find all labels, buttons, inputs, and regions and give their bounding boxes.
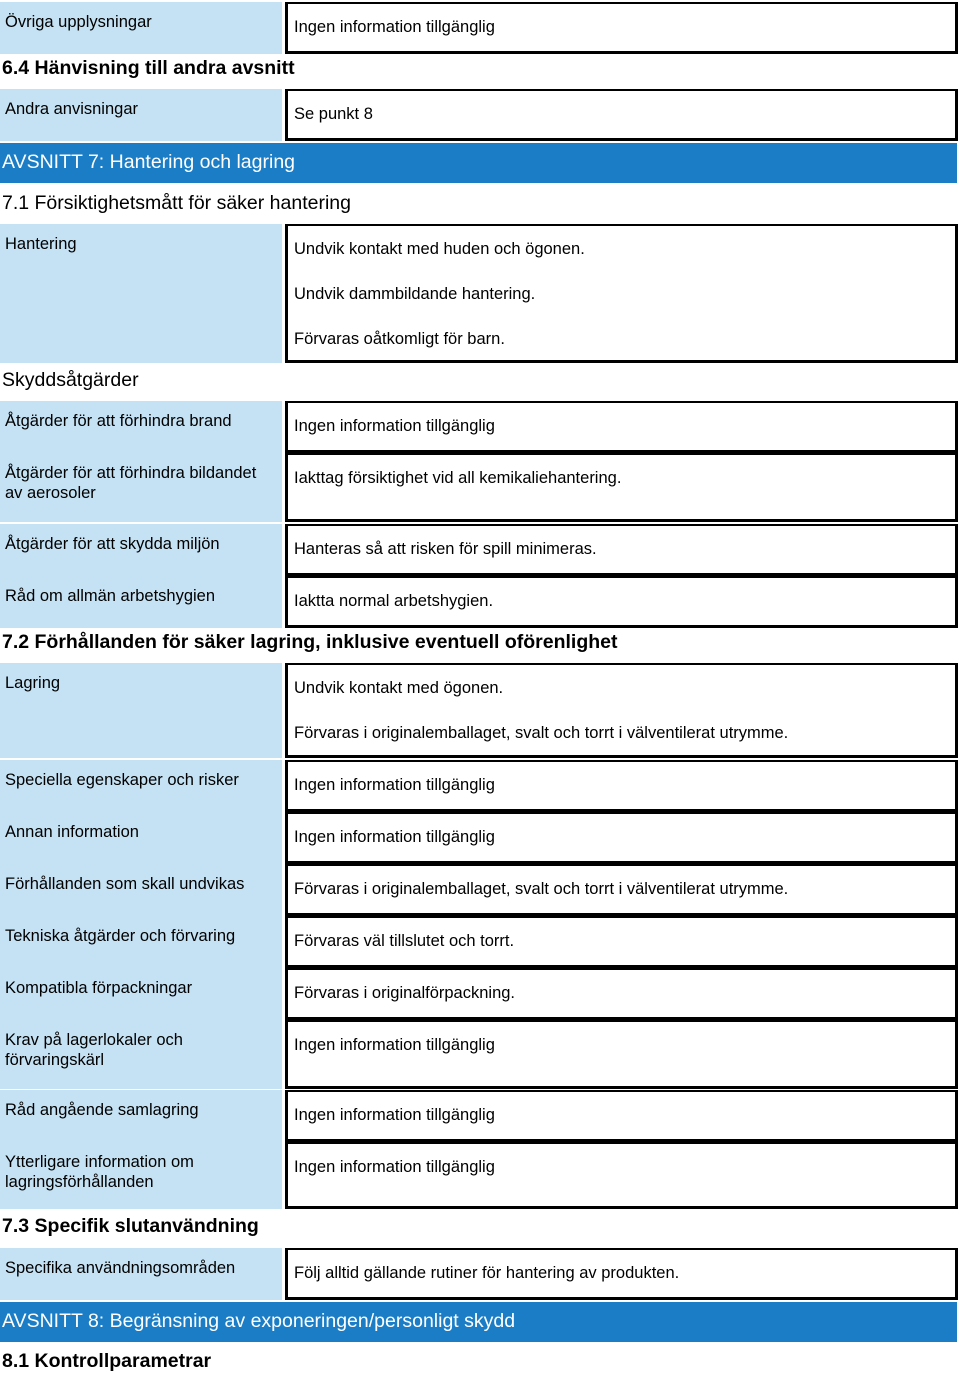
- row-kompatibla: [0, 968, 960, 1020]
- row-value: Iaktta normal arbetshygien.: [285, 576, 958, 628]
- row-label: Råd angående samlagring: [0, 1090, 282, 1142]
- row-label: Åtgärder för att förhindra bildandet av aerosoler: [0, 453, 282, 522]
- row-krav: [0, 1020, 960, 1089]
- row-label: Råd om allmän arbetshygien: [0, 576, 282, 628]
- row-samlagring: [0, 1090, 960, 1142]
- row-label: Tekniska åtgärder och förvaring: [0, 916, 282, 968]
- heading-7-1: 7.1 Försiktighetsmått för säker hantering: [2, 192, 351, 214]
- row-label: Speciella egenskaper och risker: [0, 760, 282, 812]
- row-label: Åtgärder för att skydda miljön: [0, 524, 282, 576]
- row-label: Övriga upplysningar: [0, 2, 282, 54]
- row-value: Se punkt 8: [285, 89, 958, 141]
- row-value: [285, 224, 958, 363]
- row-value: Ingen information tillgänglig: [285, 1142, 958, 1209]
- row-aerosoler: [0, 453, 960, 522]
- row-tekniska: [0, 916, 960, 968]
- row-brand: [0, 401, 960, 453]
- heading-8-1: 8.1 Kontrollparametrar: [2, 1350, 212, 1372]
- row-label: Andra anvisningar: [0, 89, 282, 141]
- row-lagring: [0, 663, 960, 758]
- row-value: Förvaras i originalemballaget, svalt och torrt i välventilerat utrymme.: [285, 864, 958, 916]
- row-label: Annan information: [0, 812, 282, 864]
- row-value: Förvaras väl tillslutet och torrt.: [285, 916, 958, 968]
- value-line: Förvaras i originalemballaget, svalt och torrt i välventilerat utrymme.: [294, 724, 789, 742]
- row-miljon: [0, 524, 960, 576]
- row-label: Kompatibla förpackningar: [0, 968, 282, 1020]
- section-8-header: AVSNITT 8: Begränsning av exponeringen/personligt skydd: [0, 1302, 957, 1342]
- heading-7-2: 7.2 Förhållanden för säker lagring, inklusive eventuell oförenlighet: [2, 631, 618, 653]
- heading-6-4: 6.4 Hänvisning till andra avsnitt: [2, 57, 295, 79]
- row-ytterligare: [0, 1142, 960, 1209]
- row-value: [285, 663, 958, 758]
- section-7-header: AVSNITT 7: Hantering och lagring: [0, 143, 957, 183]
- value-line: Undvik kontakt med ögonen.: [294, 679, 504, 697]
- row-value: Förvaras i originalförpackning.: [285, 968, 958, 1020]
- row-undvikas: [0, 864, 960, 916]
- row-value: Ingen information tillgänglig: [285, 760, 958, 812]
- row-label: Ytterligare information om lagringsförhållanden: [0, 1142, 282, 1209]
- row-annan-information: [0, 812, 960, 864]
- value-line: Undvik dammbildande hantering.: [294, 285, 536, 303]
- row-arbetshygien: [0, 576, 960, 628]
- row-value: Följ alltid gällande rutiner för hantering av produkten.: [285, 1248, 958, 1300]
- row-speciella: [0, 760, 960, 812]
- row-label: Krav på lagerlokaler och förvaringskärl: [0, 1020, 282, 1089]
- row-label: Förhållanden som skall undvikas: [0, 864, 282, 916]
- row-label: Åtgärder för att förhindra brand: [0, 401, 282, 453]
- row-value: Iakttag försiktighet vid all kemikaliehantering.: [285, 453, 958, 522]
- row-andra-anvisningar: [0, 89, 960, 141]
- value-line: Undvik kontakt med huden och ögonen.: [294, 240, 585, 258]
- heading-7-3: 7.3 Specifik slutanvändning: [2, 1215, 259, 1237]
- row-value: Ingen information tillgänglig: [285, 2, 958, 54]
- row-specifika: [0, 1248, 960, 1300]
- row-value: Ingen information tillgänglig: [285, 812, 958, 864]
- row-value: Ingen information tillgänglig: [285, 401, 958, 453]
- row-hantering: [0, 224, 960, 363]
- row-value: Ingen information tillgänglig: [285, 1020, 958, 1089]
- row-label: Lagring: [0, 663, 282, 758]
- row-ovriga-upplysningar: [0, 2, 960, 54]
- row-label: Hantering: [0, 224, 282, 363]
- row-value: Hanteras så att risken för spill minimeras.: [285, 524, 958, 576]
- heading-skyddsatgarder: Skyddsåtgärder: [2, 369, 139, 391]
- value-line: Förvaras oåtkomligt för barn.: [294, 330, 505, 348]
- row-label: Specifika användningsområden: [0, 1248, 282, 1300]
- row-value: Ingen information tillgänglig: [285, 1090, 958, 1142]
